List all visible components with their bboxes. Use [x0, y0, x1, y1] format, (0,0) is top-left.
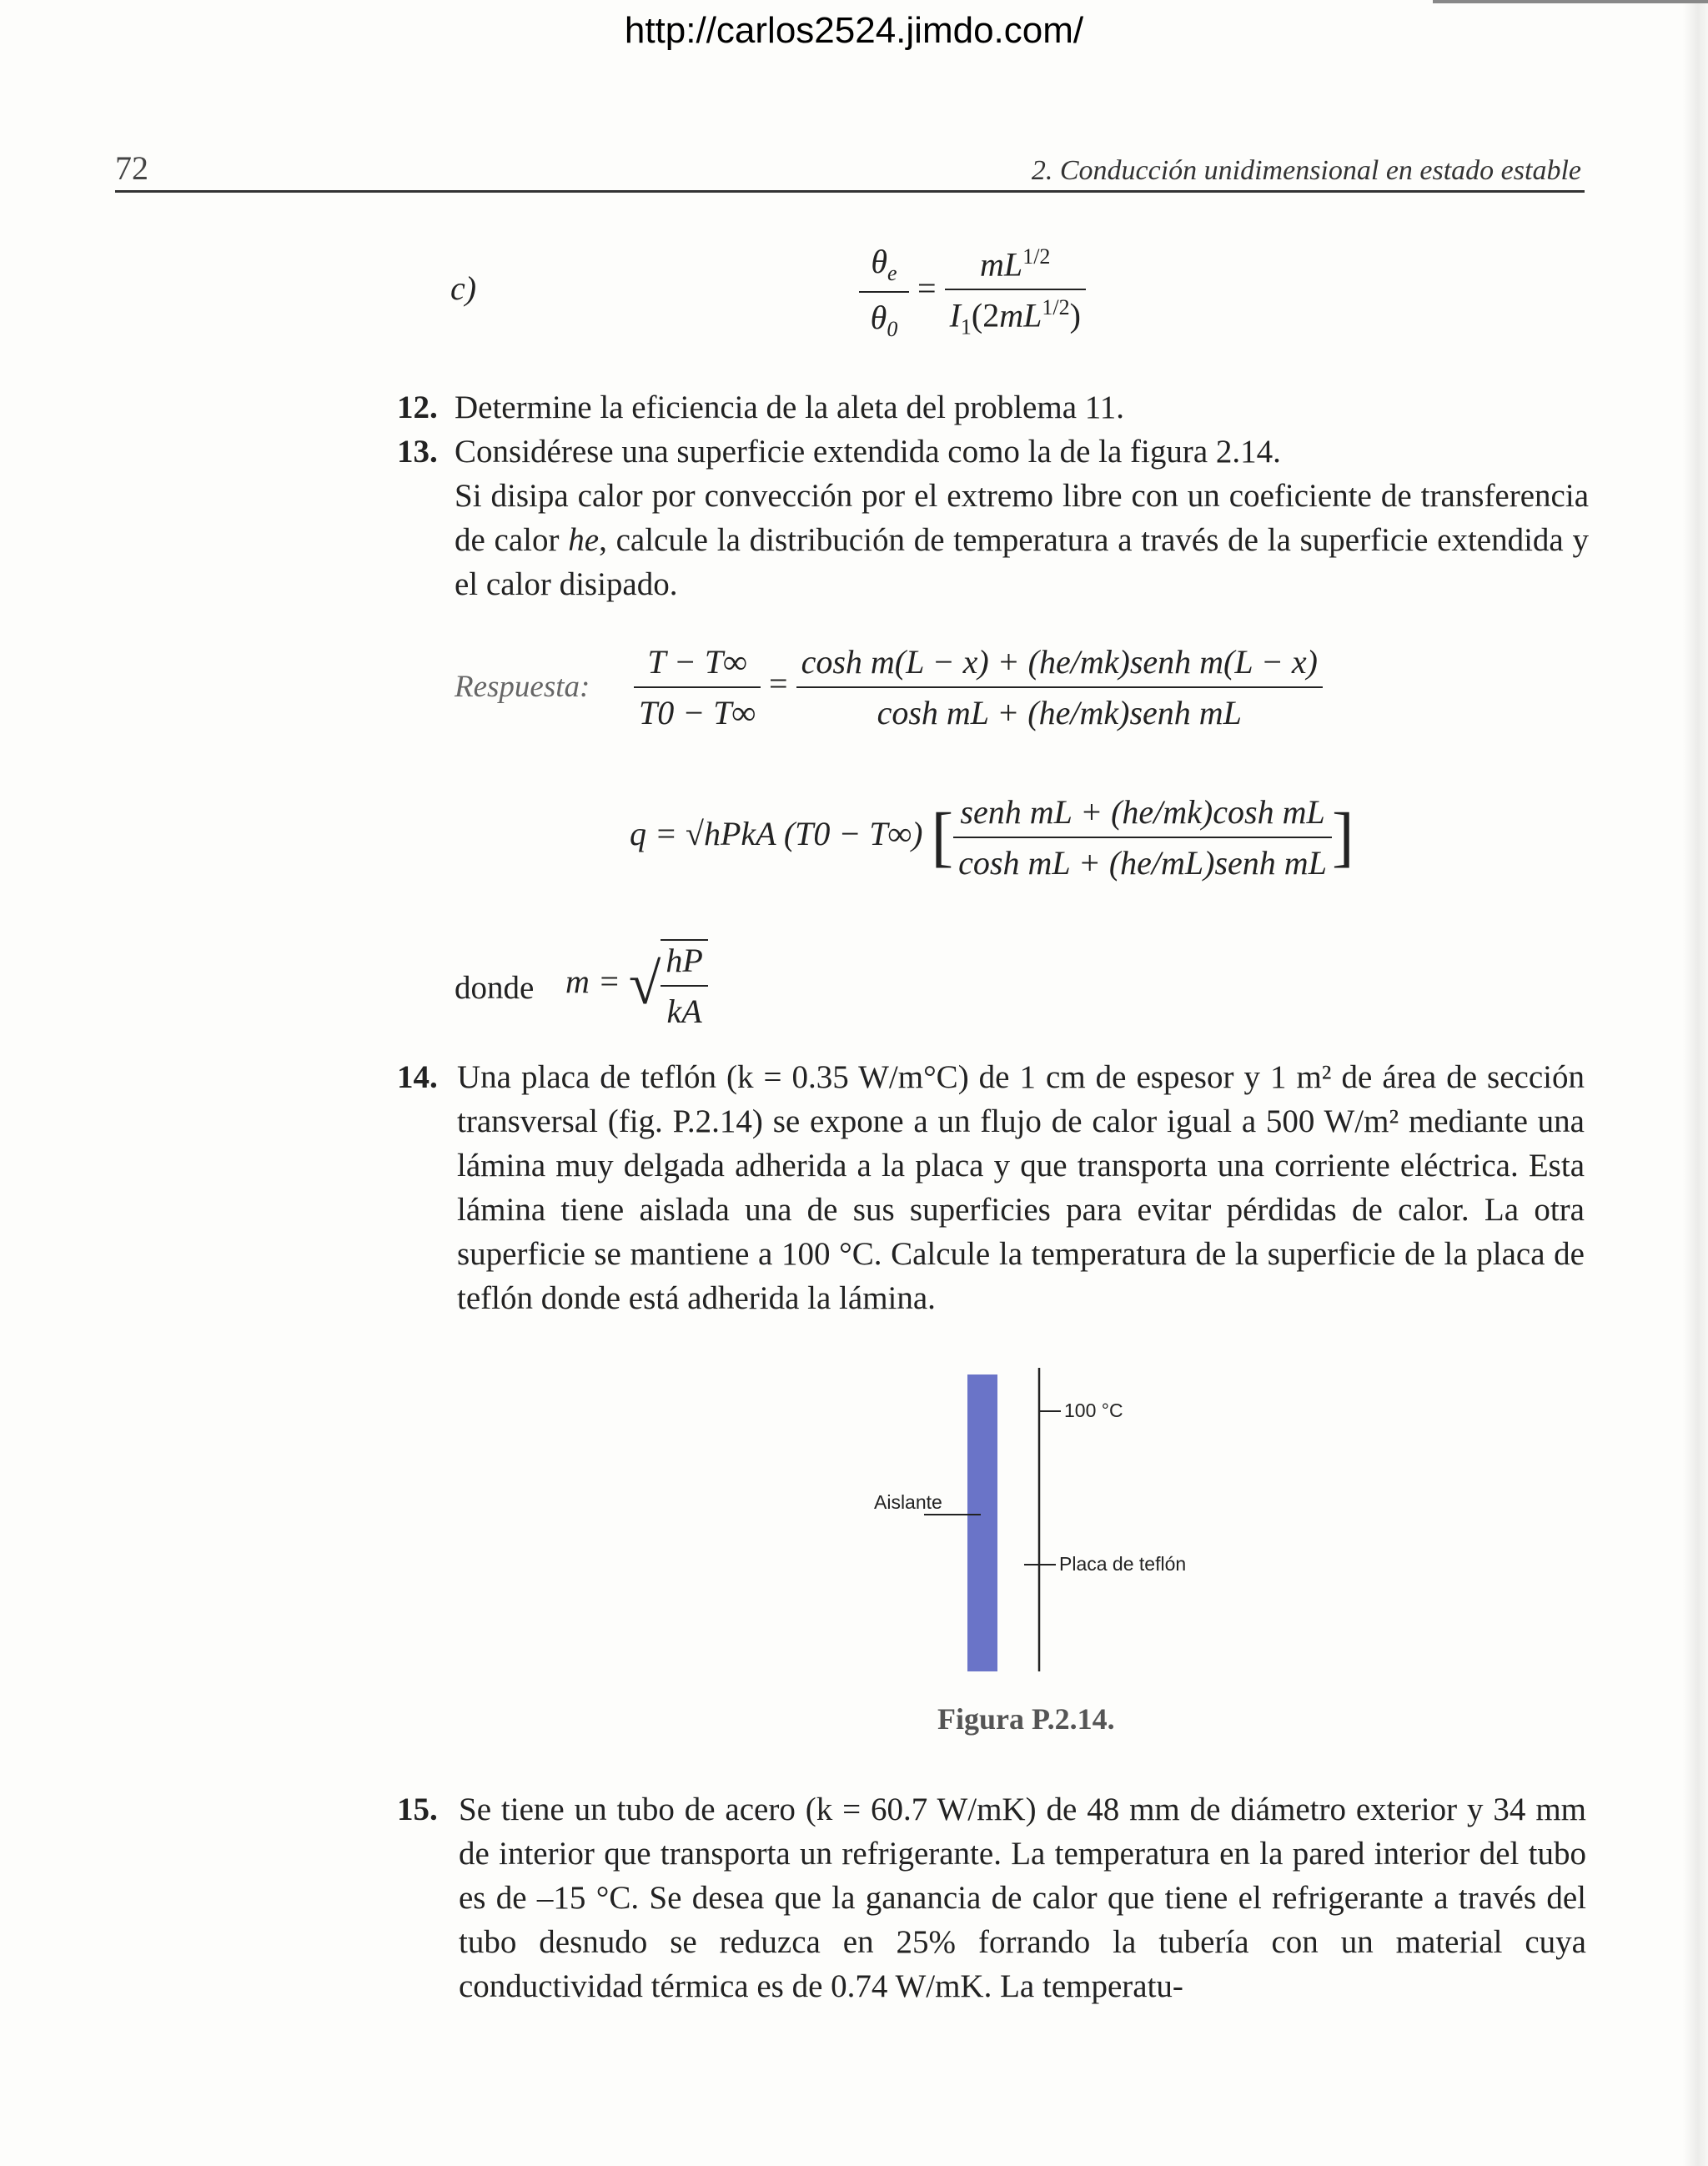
page-edge-shadow [1683, 0, 1708, 2166]
problem-13-number: 13. [397, 434, 438, 470]
problem-12-text: Determine la eficiencia de la aleta del problema 11. [455, 389, 1125, 425]
answer-label: Respuesta: [455, 670, 590, 704]
label-100c: 100 °C [1064, 1400, 1123, 1421]
insulator-bar [967, 1374, 997, 1671]
item-c-label: c) [450, 269, 477, 307]
problem-15-text: Se tiene un tubo de acero (k = 60.7 W/mK) de 48 mm de diámetro exterior y 34 mm de interior que transporta un refrigerante. La temperatura en la pared interior del tubo es de –15 °C. Se desea que la ganancia de calor que tiene el refrigerante a través del tubo desnudo se reduzca en 25% forrando la tubería con un material cuya conductividad térmica es de 0.74 W/mK. La temperatu- [459, 1792, 1586, 2004]
running-head: 2. Conducción unidimensional en estado estable [1031, 155, 1581, 186]
problem-12-number: 12. [397, 389, 438, 425]
answer-equation-1: $\frac{T - T\infty}{T0 - T\infty}$ = $\frac{\text{cosh m(L − x) + (he/mk)senh m(L − x)}}{\text{cosh mL + (he/mk)senh mL}}$ [634, 642, 1323, 732]
m-den: kA [661, 985, 707, 1031]
page-number: 72 [115, 149, 148, 187]
label-placa-teflon: Placa de teflón [1059, 1553, 1187, 1575]
problem-13-text-1: Considérese una superficie extendida como la de la figura 2.14. [455, 434, 1281, 470]
eq2-den: cosh mL + (he/mL)senh mL [953, 837, 1332, 882]
eq-c-rhs-den: $I_1(2mL^{1/2})$ [945, 289, 1086, 339]
eq1-lhs-den: T0 − T∞ [634, 686, 761, 732]
answer-equation-2: q = √hPkA (T0 − T∞) [ $\frac{\text{senh mL + (he/mk)cosh mL}}{\text{cosh mL + (he/mL)senh mL}}$ ] [630, 793, 1354, 882]
label-aislante: Aislante [874, 1491, 942, 1513]
eq-c-rhs-num: $mL^{1/2}$ [980, 244, 1051, 283]
m-num: hP [666, 942, 703, 979]
page-edge-top [1433, 0, 1708, 3]
header-rule [115, 190, 1585, 193]
problem-14-number: 14. [397, 1059, 438, 1095]
problem-13-text-2: Si disipa calor por convección por el extremo libre con un coeficiente de transferencia de calor he, calcule la distribución de temperatura a través de la superficie extendida y el calor disipado. [455, 478, 1589, 602]
figure-caption: Figura P.2.14. [937, 1702, 1115, 1736]
eq1-lhs-num: T − T∞ [647, 643, 747, 681]
figure-svg [834, 1368, 1251, 1685]
eq-c-den: $\theta_0$ [859, 291, 909, 342]
m-definition: m = √ $\frac{hP}{kA}$ [565, 939, 708, 1031]
source-url[interactable]: http://carlos2524.jimdo.com/ [624, 10, 1084, 51]
problem-15-number: 15. [397, 1792, 438, 1827]
problem-14-text: Una placa de teflón (k = 0.35 W/m°C) de 1 cm de espesor y 1 m² de área de sección transversal (fig. P.2.14) se expone a un flujo de calor igual a 500 W/m² mediante una lámina muy delgada adherida a la placa y que transporta una corriente eléctrica. Esta lámina tiene aislada una de sus superficies para evitar pérdidas de calor. La otra superficie se mantiene a 100 °C. Calcule la temperatura de la superficie de la placa de teflón donde está adherida la lámina. [457, 1059, 1585, 1316]
eq2-num: senh mL + (he/mk)cosh mL [960, 793, 1325, 831]
eq1-rhs-den: cosh mL + (he/mk)senh mL [796, 686, 1323, 732]
eq-c-num: $\theta_e$ [871, 243, 897, 285]
eq1-rhs-num: cosh m(L − x) + (he/mk)senh m(L − x) [801, 643, 1318, 681]
figure-p-2-14 [834, 1368, 1251, 1685]
donde-label: donde [455, 970, 535, 1006]
eq2-lhs: q = √hPkA (T0 − T∞) [630, 815, 923, 853]
equation-c: $\frac{\theta_e}{\theta_0}$ = $\frac{mL^{1/2}}{I_1(2mL^{1/2})}$ [859, 242, 1086, 342]
